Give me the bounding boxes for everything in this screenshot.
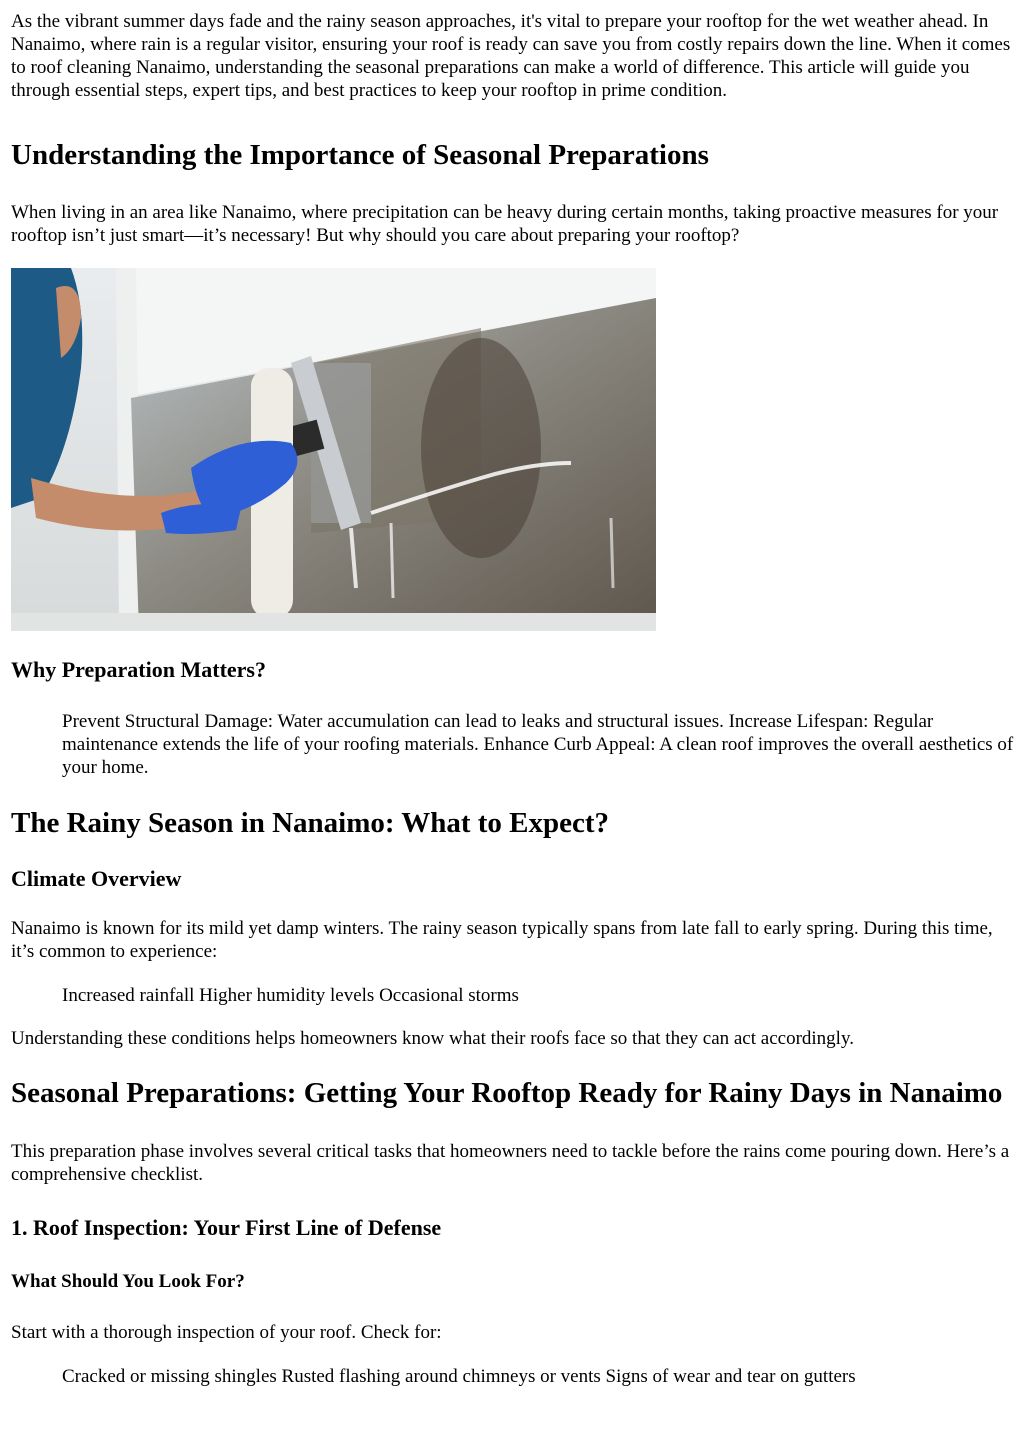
heading-importance: Understanding the Importance of Seasonal Preparations [11,139,709,171]
heading-seasonal-preparations: Seasonal Preparations: Getting Your Rooftop Ready for Rainy Days in Nanaimo [11,1077,1003,1109]
climate-paragraph: Nanaimo is known for its mild yet damp winters. The rainy season typically spans from late fall to early spring. During this time, it’s common to experience: [11,918,993,962]
heading-climate-overview: Climate Overview [11,866,182,891]
seasonal-paragraph: This preparation phase involves several critical tasks that homeowners need to tackle before the rains come pouring down. Here’s a comprehensive checklist. [11,1141,1010,1185]
window-cleaning-image [11,268,656,631]
intro-paragraph: As the vibrant summer days fade and the rainy season approaches, it's vital to prepare your rooftop for the wet weather ahead. In Nanaimo, where rain is a regular visitor, ensuring your roof is ready can save you from costly repairs down the line. When it comes to roof cleaning Nanaimo, understanding the seasonal preparations can make a world of difference. This article will guide you through essential steps, expert tips, and best practices to keep your rooftop in prime condition. [11,11,1011,101]
heading-roof-inspection: 1. Roof Inspection: Your First Line of Defense [11,1215,442,1240]
inspection-quote: Cracked or missing shingles Rusted flashing around chimneys or vents Signs of wear and tear on gutters [62,1366,856,1387]
inspection-paragraph: Start with a thorough inspection of your roof. Check for: [11,1322,442,1343]
understand-paragraph: Understanding these conditions helps homeowners know what their roofs face so that they can act accordingly. [11,1028,854,1049]
heading-why-preparation: Why Preparation Matters? [11,657,266,682]
heading-look-for: What Should You Look For? [11,1271,245,1292]
why-preparation-quote: Prevent Structural Damage: Water accumulation can lead to leaks and structural issues. Increase Lifespan: Regular maintenance extends the life of your roofing materials. Enhance Curb Appeal: A clean roof improves the overall aesthetics of your home. [62,711,1014,778]
importance-paragraph: When living in an area like Nanaimo, where precipitation can be heavy during certain months, taking proactive measures for your rooftop isn’t just smart—it’s necessary! But why should you care about preparing your rooftop? [11,202,999,246]
climate-quote: Increased rainfall Higher humidity levels Occasional storms [62,985,519,1006]
heading-rainy-season: The Rainy Season in Nanaimo: What to Expect? [11,807,610,839]
